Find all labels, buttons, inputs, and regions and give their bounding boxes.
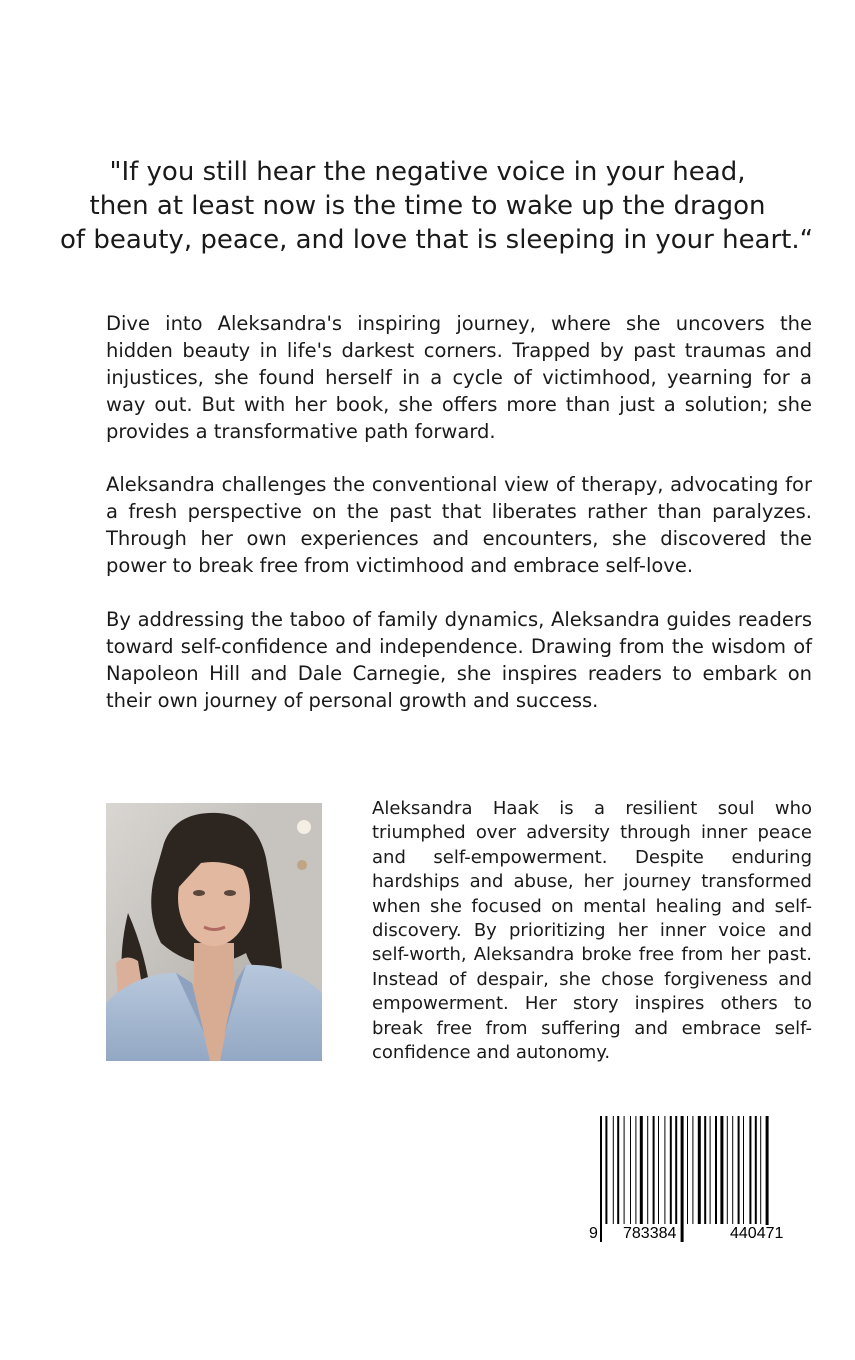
- barcode-bar: [658, 1116, 659, 1224]
- quote-line: of beauty, peace, and love that is sleeping in your heart.“: [60, 225, 814, 255]
- barcode-bar: [647, 1116, 648, 1224]
- barcode-bar: [635, 1116, 636, 1224]
- barcode-bar: [692, 1116, 693, 1224]
- barcode-bar: [605, 1116, 607, 1224]
- barcode-bar: [670, 1116, 672, 1224]
- barcode-guard-bar: [600, 1116, 602, 1242]
- barcode-bar: [743, 1116, 744, 1224]
- barcode-guard-bar: [766, 1116, 769, 1242]
- barcode-bar: [715, 1116, 717, 1224]
- barcode-bar: [687, 1116, 688, 1224]
- back-cover-quote: [60, 155, 814, 257]
- barcode-bar: [755, 1116, 757, 1224]
- barcode-bar: [720, 1116, 723, 1224]
- barcode-bar: [704, 1116, 706, 1224]
- barcode-group-2: 440471: [730, 1225, 784, 1242]
- quote-line: then at least now is the time to wake up the dragon: [89, 191, 766, 221]
- barcode-bar: [738, 1116, 740, 1224]
- description-paragraph: Dive into Aleksandra's inspiring journey, where she uncovers the hidden beauty in life's darkest corners. Trapped by past traumas and injustices, she found herself in a cycle of victimhood, yearning for a way out. But with her book, she offers more than just a solution; she provides a transformative path forward.: [106, 312, 812, 443]
- barcode-bar: [613, 1116, 614, 1224]
- barcode-bar: [727, 1116, 728, 1224]
- author-bio: Aleksandra Haak is a resilient soul who triumphed over adversity through inner peace and self-empowerment. Despite enduring hardships and abuse, her journey transformed when she focused on mental healing and self-discovery. By prioritizing her inner voice and self-worth, Aleksandra broke free from her past. Instead of despair, she chose forgiveness and empowerment. Her story inspires others to break free from suffering and embrace self-confidence and autonomy.: [372, 798, 812, 1064]
- barcode-prefix: 9: [589, 1225, 598, 1242]
- barcode-bar: [675, 1116, 677, 1224]
- barcode-bar: [749, 1116, 751, 1224]
- barcode-bar: [760, 1116, 761, 1224]
- description-paragraph: By addressing the taboo of family dynamics, Aleksandra guides readers toward self-confidence and independence. Drawing from the wisdom of Napoleon Hill and Dale Carnegie, she inspires readers to embark on their own journey of personal growth and success.: [106, 608, 812, 712]
- description-paragraph: Aleksandra challenges the conventional view of therapy, advocating for a fresh perspective on the past that liberates rather than paralyzes. Through her own experiences and encounters, she discovered the power to break free from victimhood and embrace self-love.: [106, 473, 812, 577]
- barcode-bar: [630, 1116, 631, 1224]
- barcode-bar: [732, 1116, 733, 1224]
- barcode-bar: [624, 1116, 625, 1224]
- author-photo: [106, 803, 322, 1061]
- barcode-bar: [653, 1116, 655, 1224]
- barcode-group-1: 783384: [623, 1225, 677, 1242]
- barcode-bar: [710, 1116, 711, 1224]
- quote-line: "If you still hear the negative voice in your head,: [109, 157, 746, 187]
- barcode-bar: [640, 1116, 643, 1224]
- barcode-bar: [617, 1116, 619, 1224]
- barcode-bar: [664, 1116, 665, 1224]
- barcode-guard-bar: [681, 1116, 684, 1242]
- barcode-bar: [698, 1116, 701, 1224]
